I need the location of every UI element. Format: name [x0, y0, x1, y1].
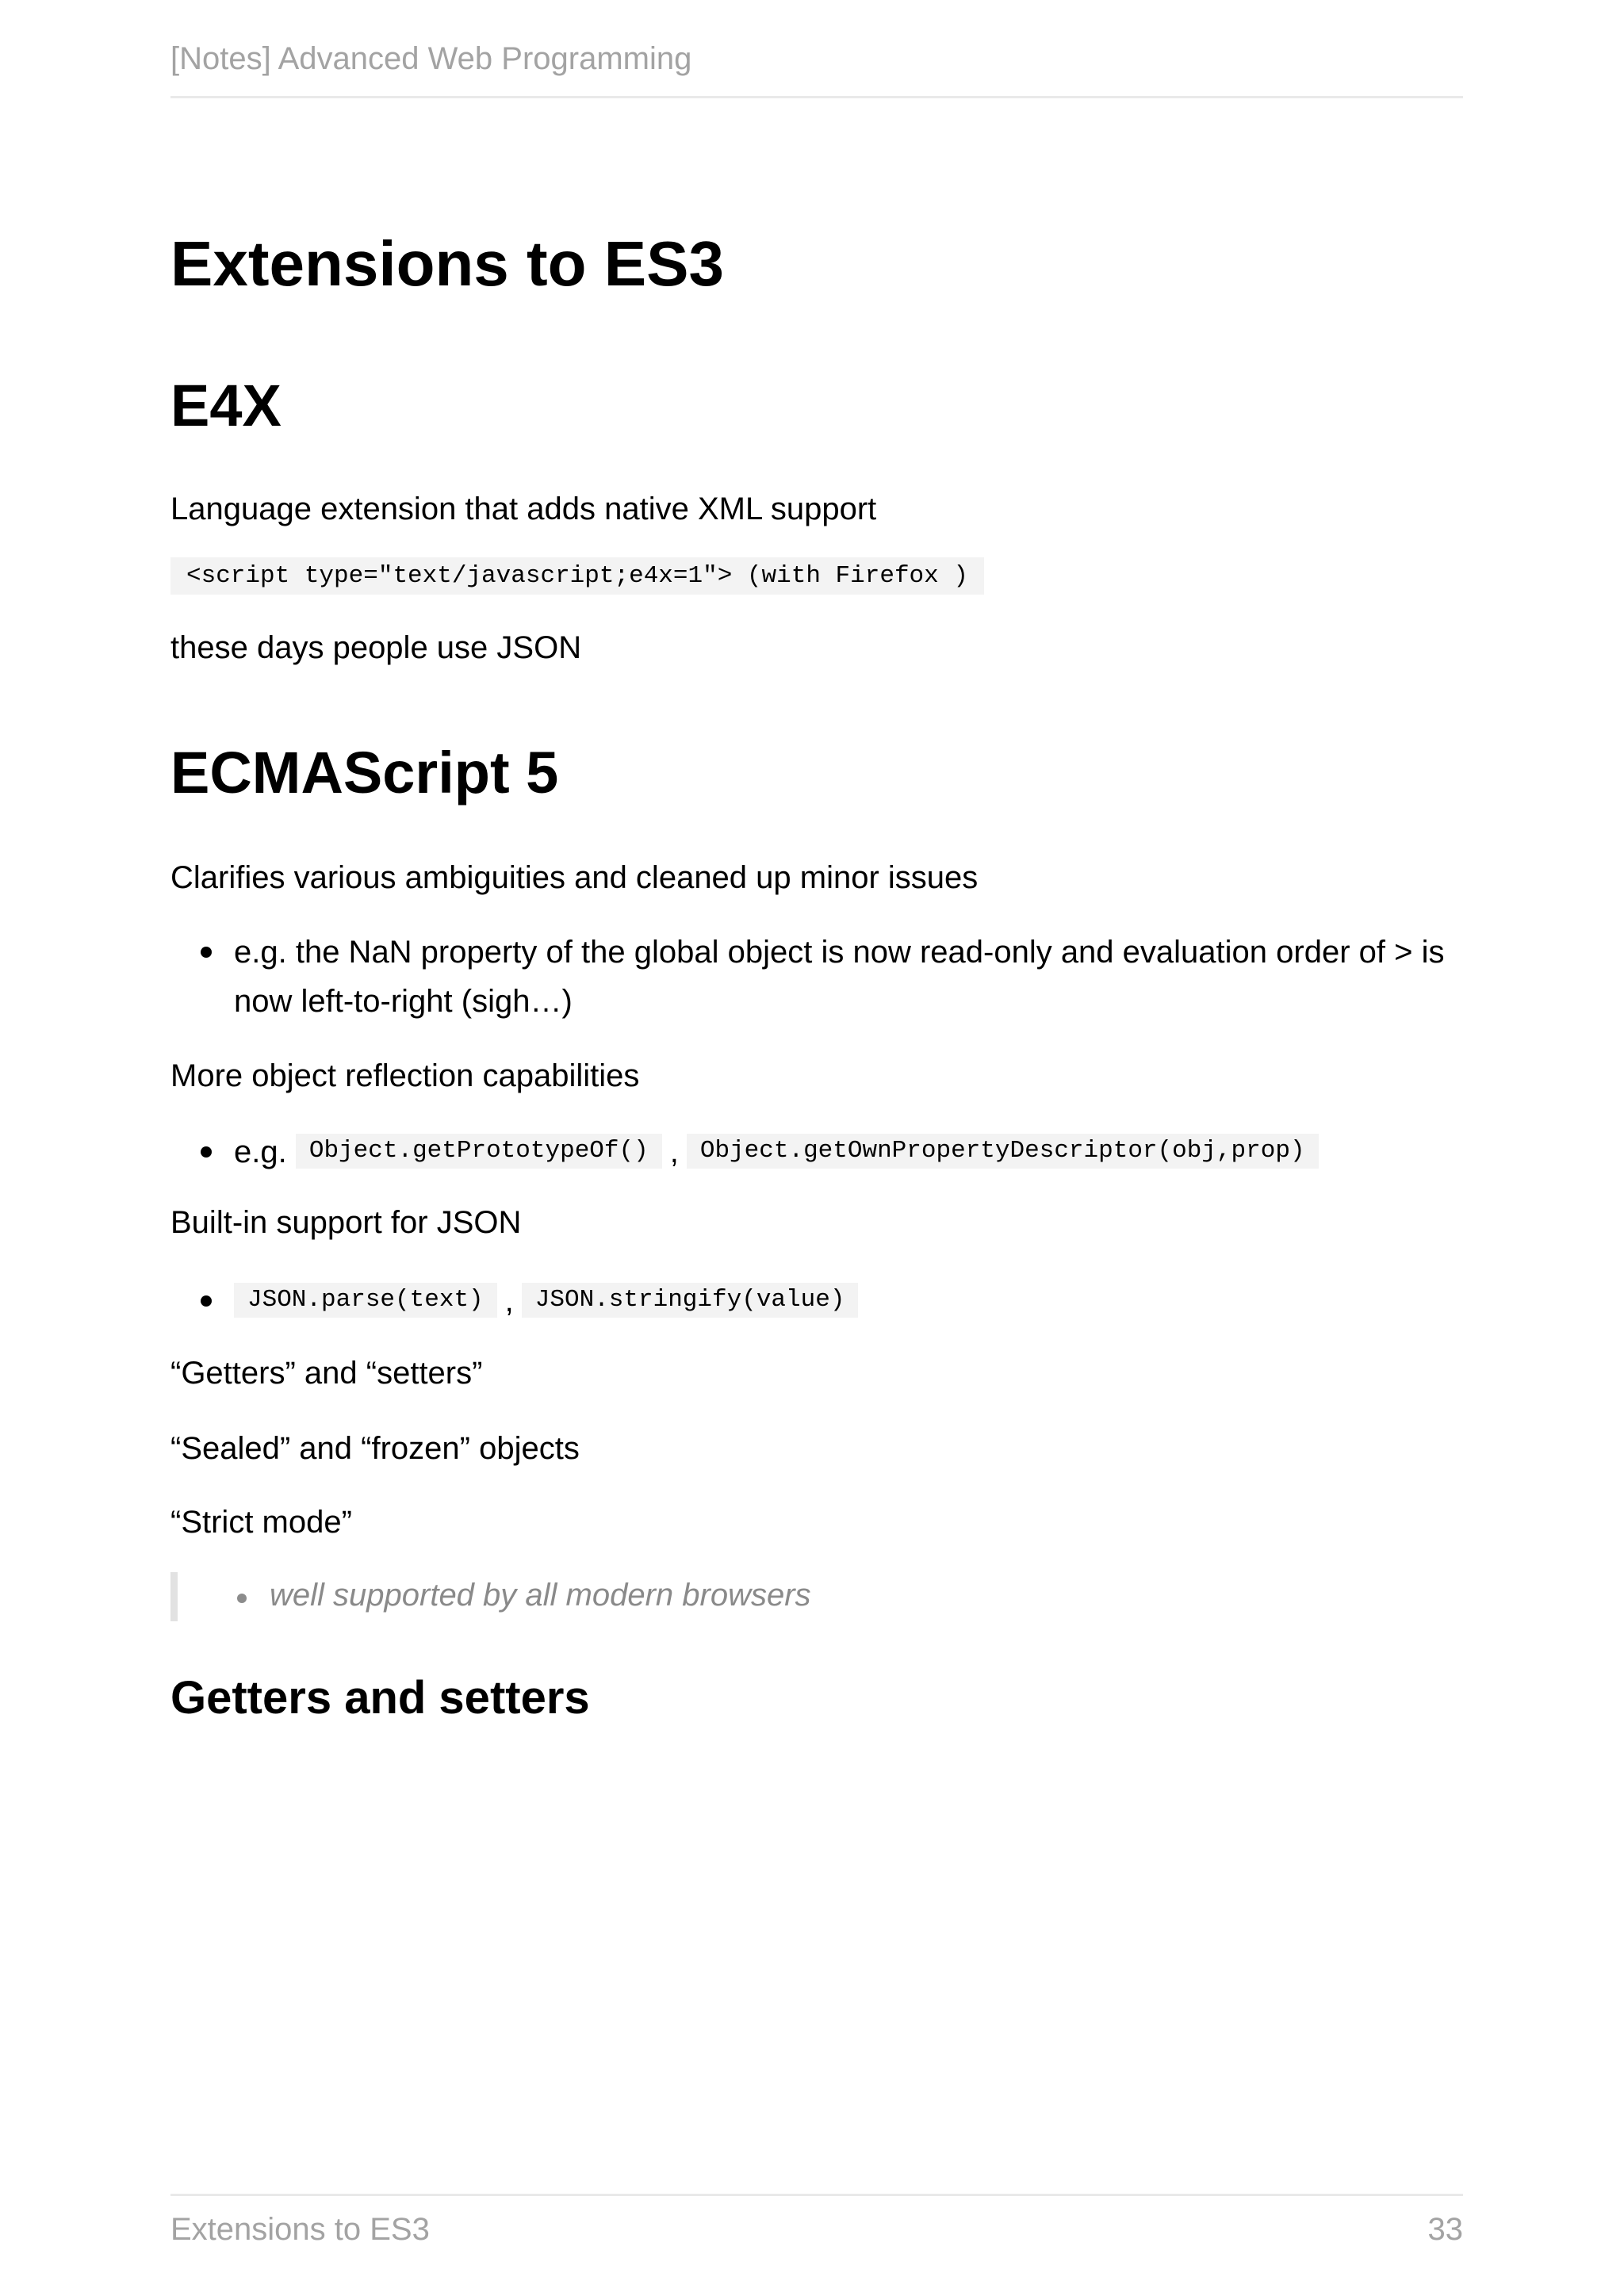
blockquote-bar [170, 1572, 178, 1621]
list-item [170, 928, 1463, 1026]
bullet-text: e.g. the NaN property of the global object is now read-only and evaluation order of > is now left-to-right (sigh…) [234, 935, 1445, 1019]
bullet-prefix: e.g. [234, 1135, 287, 1169]
e4x-intro: Language extension that adds native XML support [170, 492, 877, 526]
inline-code: JSON.parse(text) [234, 1283, 497, 1318]
e4x-note: these days people use JSON [170, 630, 582, 665]
document-page [170, 0, 1463, 2296]
separator: , [669, 1135, 679, 1169]
inline-code: Object.getPrototypeOf() [296, 1134, 662, 1169]
running-header: [Notes] Advanced Web Programming [170, 41, 692, 76]
bullet-icon [201, 1146, 212, 1158]
inline-code: JSON.stringify(value) [522, 1283, 859, 1318]
bullet-icon [201, 1295, 212, 1307]
es5-sealed: “Sealed” and “frozen” objects [170, 1431, 580, 1466]
inline-code: Object.getOwnPropertyDescriptor(obj,prop) [687, 1134, 1319, 1169]
footer-divider [170, 2194, 1463, 2196]
es5-reflection: More object reflection capabilities [170, 1058, 640, 1093]
blockquote-text: well supported by all modern browsers [270, 1578, 811, 1613]
es5-strict: “Strict mode” [170, 1505, 352, 1540]
es5-intro: Clarifies various ambiguities and cleaned up minor issues [170, 860, 979, 895]
bullet-content [234, 1276, 1455, 1326]
es5-getters: “Getters” and “setters” [170, 1356, 483, 1391]
section-heading-e4x: E4X [170, 373, 282, 438]
footer-section-title: Extensions to ES3 [170, 2212, 430, 2247]
e4x-code-snippet: <script type="text/javascript;e4x=1"> (with Firefox ) [170, 557, 984, 595]
bullet-icon [201, 947, 212, 958]
bullet-icon [237, 1594, 247, 1603]
page-title: Extensions to ES3 [170, 228, 724, 299]
header-divider [170, 96, 1463, 98]
separator: , [504, 1284, 514, 1318]
es5-json-support: Built-in support for JSON [170, 1205, 522, 1240]
page-number: 33 [1427, 2212, 1463, 2247]
bullet-content [234, 1127, 1455, 1177]
section-heading-es5: ECMAScript 5 [170, 740, 559, 806]
list-item [170, 1276, 1463, 1326]
section-heading-getters: Getters and setters [170, 1672, 590, 1724]
list-item [170, 1127, 1463, 1177]
